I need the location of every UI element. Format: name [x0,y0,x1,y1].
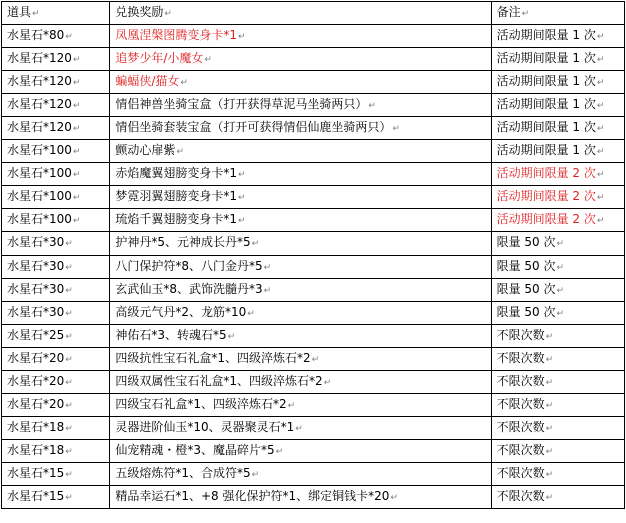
reward-cell [110,370,491,393]
note-text: 活动期间限量 1 次 [496,120,596,135]
note-cell [491,232,624,255]
note-cell [491,439,624,462]
table-row [2,94,625,117]
reward-text: 五级熔炼符*1、合成符*5 [115,465,251,480]
item-text: 水星石*30 [7,304,65,319]
item-text: 水星石*120 [7,51,72,66]
note-cell [491,370,624,393]
note-text: 限量 50 次 [496,304,556,319]
item-cell [2,393,110,416]
paragraph-mark-icon: ↵ [251,469,260,480]
reward-cell [110,25,491,48]
table-row [2,25,625,48]
reward-cell [110,232,491,255]
paragraph-mark-icon: ↵ [596,124,605,135]
item-text: 水星石*100 [7,166,72,181]
paragraph-mark-icon: ↵ [556,262,565,273]
paragraph-mark-icon: ↵ [164,9,172,20]
paragraph-mark-icon: ↵ [65,400,73,411]
paragraph-mark-icon: ↵ [237,216,246,227]
reward-cell [110,186,491,209]
paragraph-mark-icon: ↵ [596,32,605,43]
reward-text: 情侣坐骑套装宝盒（打开可获得情侣仙鹿坐骑两只） [115,120,392,135]
paragraph-mark-icon: ↵ [32,9,40,20]
paragraph-mark-icon: ↵ [596,101,605,112]
item-cell [2,324,110,347]
table-row [2,278,625,301]
reward-text: 四级宝石礼盒*1、四级淬炼石*2 [115,396,287,411]
reward-cell [110,347,491,370]
note-text: 活动期间限量 2 次 [496,212,596,227]
paragraph-mark-icon: ↵ [65,262,73,273]
table-row [2,186,625,209]
table-row [2,301,625,324]
paragraph-mark-icon: ↵ [204,55,212,66]
item-cell [2,347,110,370]
note-cell [491,278,624,301]
note-text: 限量 50 次 [496,258,556,273]
item-cell [2,140,110,163]
paragraph-mark-icon: ↵ [263,262,272,273]
item-cell [2,301,110,324]
item-text: 水星石*25 [7,327,65,342]
item-text: 水星石*20 [7,350,65,365]
reward-text: 颤动心扉紫 [115,143,176,158]
paragraph-mark-icon: ↵ [72,101,81,112]
header-note-cell [491,2,624,25]
table-row [2,416,625,439]
item-text: 水星石*100 [7,189,72,204]
item-text: 水星石*120 [7,74,72,89]
item-cell [2,462,110,485]
note-cell [491,94,624,117]
paragraph-mark-icon: ↵ [65,493,73,503]
table-row [2,324,625,347]
note-text: 限量 50 次 [496,281,556,296]
reward-text: 四级抗性宝石礼盒*1、四级淬炼石*2 [115,350,311,365]
reward-text: 护神丹*5、元神成长丹*5 [115,235,251,250]
item-text: 水星石*18 [7,442,65,457]
table-row [2,140,625,163]
table-row [2,462,625,485]
paragraph-mark-icon: ↵ [72,216,81,227]
item-cell [2,278,110,301]
reward-cell [110,462,491,485]
paragraph-mark-icon: ↵ [545,469,554,480]
header-note-text: 备注 [496,5,521,20]
reward-text: 神佑石*3、转魂石*5 [115,327,227,342]
reward-text: 八门保护符*8、八门金丹*5 [115,258,263,273]
paragraph-mark-icon: ↵ [521,9,530,20]
note-cell [491,462,624,485]
item-text: 水星石*100 [7,212,72,227]
table-row [2,439,625,462]
paragraph-mark-icon: ↵ [65,331,73,342]
paragraph-mark-icon: ↵ [545,493,554,503]
reward-cell [110,485,491,508]
paragraph-mark-icon: ↵ [545,331,554,342]
table-row [2,209,625,232]
paragraph-mark-icon: ↵ [65,285,73,296]
rewards-table [1,1,625,509]
paragraph-mark-icon: ↵ [237,170,246,181]
table-row [2,232,625,255]
paragraph-mark-icon: ↵ [65,308,73,319]
paragraph-mark-icon: ↵ [556,239,565,250]
note-text: 活动期间限量 1 次 [496,143,596,158]
paragraph-mark-icon: ↵ [295,423,303,434]
rewards-table-body [2,2,625,509]
note-cell [491,163,624,186]
paragraph-mark-icon: ↵ [545,446,554,457]
header-reward-text: 兑换奖励 [115,5,164,20]
paragraph-mark-icon: ↵ [390,493,398,503]
note-text: 活动期间限量 1 次 [496,74,596,89]
note-text: 不限次数 [496,373,545,388]
reward-cell [110,94,491,117]
paragraph-mark-icon: ↵ [368,101,376,112]
note-text: 活动期间限量 1 次 [496,51,596,66]
paragraph-mark-icon: ↵ [596,78,605,89]
paragraph-mark-icon: ↵ [180,78,188,89]
item-cell [2,209,110,232]
paragraph-mark-icon: ↵ [596,216,605,227]
header-reward-cell [110,2,491,25]
note-cell [491,117,624,140]
note-cell [491,416,624,439]
header-row [2,2,625,25]
note-text: 活动期间限量 1 次 [496,97,596,112]
item-cell [2,117,110,140]
reward-cell [110,163,491,186]
note-text: 限量 50 次 [496,235,556,250]
table-row [2,255,625,278]
reward-cell [110,71,491,94]
reward-text: 琉焰千翼翅膀变身卡*1 [115,212,237,227]
note-text: 不限次数 [496,489,545,503]
item-text: 水星石*15 [7,489,65,503]
paragraph-mark-icon: ↵ [227,331,236,342]
paragraph-mark-icon: ↵ [392,124,400,135]
reward-text: 精品幸运石*1、+8 强化保护符*1、绑定铜钱卡*20 [115,489,390,503]
reward-text: 追梦少年/小魔女 [115,51,204,66]
note-cell [491,347,624,370]
paragraph-mark-icon: ↵ [275,446,284,457]
item-text: 水星石*15 [7,465,65,480]
item-cell [2,485,110,508]
header-item-cell [2,2,110,25]
reward-text: 灵器进阶仙玉*10、灵器聚灵石*1 [115,419,295,434]
reward-cell [110,278,491,301]
note-text: 不限次数 [496,396,545,411]
paragraph-mark-icon: ↵ [72,170,81,181]
paragraph-mark-icon: ↵ [545,354,554,365]
paragraph-mark-icon: ↵ [237,32,246,43]
paragraph-mark-icon: ↵ [545,400,554,411]
paragraph-mark-icon: ↵ [545,377,554,388]
note-cell [491,71,624,94]
paragraph-mark-icon: ↵ [545,423,554,434]
reward-text: 仙宠精魂・橙*3、魔晶碎片*5 [115,442,275,457]
reward-text: 情侣神兽坐骑宝盒（打开获得草泥马坐骑两只） [115,97,368,112]
paragraph-mark-icon: ↵ [176,147,184,158]
note-text: 活动期间限量 2 次 [496,189,596,204]
item-text: 水星石*80 [7,28,65,43]
reward-cell [110,439,491,462]
note-text: 活动期间限量 1 次 [496,28,596,43]
note-cell [491,485,624,508]
item-cell [2,416,110,439]
note-cell [491,25,624,48]
note-cell [491,48,624,71]
reward-cell [110,301,491,324]
paragraph-mark-icon: ↵ [323,377,332,388]
paragraph-mark-icon: ↵ [263,285,272,296]
paragraph-mark-icon: ↵ [596,193,605,204]
note-text: 不限次数 [496,465,545,480]
table-row [2,71,625,94]
paragraph-mark-icon: ↵ [556,308,565,319]
item-cell [2,439,110,462]
paragraph-mark-icon: ↵ [65,32,73,43]
reward-text: 凤凰涅槃图腾变身卡*1 [115,28,237,43]
reward-cell [110,209,491,232]
header-item-text: 道具 [7,5,32,20]
reward-cell [110,393,491,416]
item-text: 水星石*30 [7,258,65,273]
paragraph-mark-icon: ↵ [65,377,73,388]
reward-cell [110,255,491,278]
paragraph-mark-icon: ↵ [251,239,260,250]
item-text: 水星石*30 [7,235,65,250]
reward-text: 四级双属性宝石礼盒*1、四级淬炼石*2 [115,373,323,388]
reward-text: 梦霓羽翼翅膀变身卡*1 [115,189,237,204]
reward-cell [110,48,491,71]
item-cell [2,163,110,186]
paragraph-mark-icon: ↵ [65,239,73,250]
reward-text: 蝙蝠侠/猫女 [115,74,180,89]
paragraph-mark-icon: ↵ [72,55,81,66]
paragraph-mark-icon: ↵ [311,354,320,365]
reward-cell [110,117,491,140]
item-cell [2,255,110,278]
paragraph-mark-icon: ↵ [65,423,73,434]
item-cell [2,71,110,94]
item-cell [2,48,110,71]
table-row [2,485,625,508]
paragraph-mark-icon: ↵ [72,124,81,135]
paragraph-mark-icon: ↵ [247,308,255,319]
paragraph-mark-icon: ↵ [65,446,73,457]
reward-text: 玄武仙玉*8、武饰洗髓丹*3 [115,281,263,296]
paragraph-mark-icon: ↵ [596,55,605,66]
item-cell [2,94,110,117]
item-cell [2,370,110,393]
note-cell [491,301,624,324]
reward-text: 赤焰魔翼翅膀变身卡*1 [115,166,237,181]
note-text: 不限次数 [496,350,545,365]
reward-cell [110,416,491,439]
paragraph-mark-icon: ↵ [72,147,81,158]
paragraph-mark-icon: ↵ [237,193,246,204]
item-text: 水星石*30 [7,281,65,296]
item-text: 水星石*100 [7,143,72,158]
table-row [2,393,625,416]
paragraph-mark-icon: ↵ [556,285,565,296]
item-cell [2,186,110,209]
note-text: 活动期间限量 2 次 [496,166,596,181]
paragraph-mark-icon: ↵ [65,469,73,480]
note-cell [491,393,624,416]
table-row [2,163,625,186]
table-row [2,48,625,71]
item-text: 水星石*18 [7,419,65,434]
note-cell [491,255,624,278]
note-cell [491,324,624,347]
note-cell [491,209,624,232]
item-text: 水星石*120 [7,120,72,135]
note-cell [491,140,624,163]
item-text: 水星石*120 [7,97,72,112]
paragraph-mark-icon: ↵ [72,193,81,204]
item-cell [2,232,110,255]
table-row [2,347,625,370]
note-cell [491,186,624,209]
reward-cell [110,324,491,347]
item-cell [2,25,110,48]
reward-text: 高级元气丹*2、龙筋*10 [115,304,247,319]
note-text: 不限次数 [496,442,545,457]
item-text: 水星石*20 [7,396,65,411]
paragraph-mark-icon: ↵ [65,354,73,365]
reward-cell [110,140,491,163]
note-text: 不限次数 [496,327,545,342]
table-row [2,117,625,140]
note-text: 不限次数 [496,419,545,434]
paragraph-mark-icon: ↵ [596,147,605,158]
item-text: 水星石*20 [7,373,65,388]
paragraph-mark-icon: ↵ [72,78,81,89]
paragraph-mark-icon: ↵ [596,170,605,181]
paragraph-mark-icon: ↵ [287,400,296,411]
table-row [2,370,625,393]
